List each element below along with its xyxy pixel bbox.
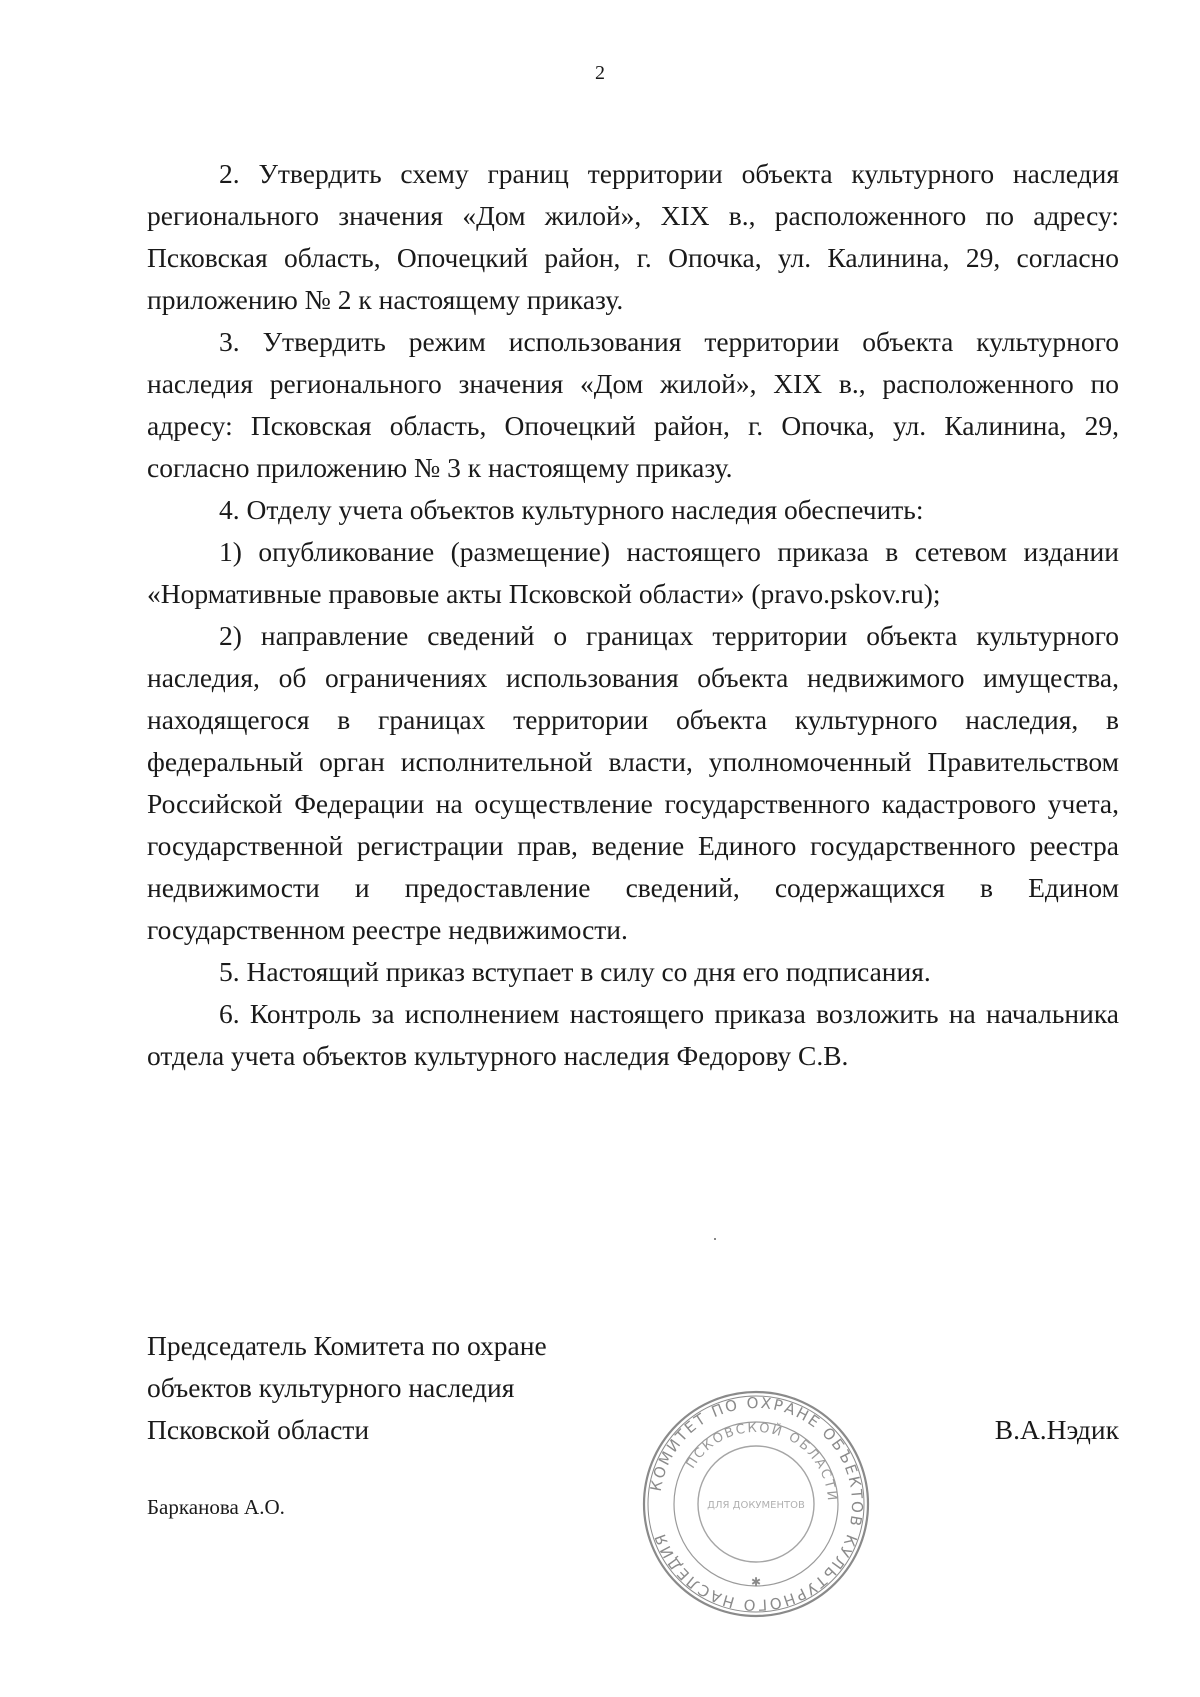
page-number: 2 — [595, 62, 605, 84]
official-seal-stamp — [640, 1388, 872, 1620]
seal-outer-text: КОМИТЕТ ПО ОХРАНЕ ОБЪЕКТОВ КУЛЬТУРНОГО НАСЛЕДИЯ — [646, 1393, 867, 1615]
paragraph-6-control: 6. Контроль за исполнением настоящего приказа возложить на начальника отдела учета объектов культурного наследия Федорову С.В. — [147, 998, 1119, 1071]
signatory-title — [147, 1325, 1119, 1451]
paragraph-5-entry-into-force: 5. Настоящий приказ вступает в силу со дня его подписания. — [219, 956, 931, 987]
paragraph-3-approve-usage-regime: 3. Утвердить режим использования территории объекта культурного наследия регионального значения «Дом жилой», XIX в., расположенного по адресу: Псковская область, Опочецкий район, г. Опочка, ул. Калинина, 29, согласно приложению № 3 к настоящему приказу. — [147, 326, 1119, 483]
signer-name: В.А.Нэдик — [994, 1414, 1119, 1445]
paragraph-4-1-publication: 1) опубликование (размещение) настоящего приказа в сетевом издании «Нормативные правовые акты Псковской области» (pravo.pskov.ru); — [147, 536, 1119, 609]
document-body — [147, 153, 1119, 1077]
paragraph-2-approve-boundary-scheme: 2. Утвердить схему границ территории объекта культурного наследия регионального значения «Дом жилой», XIX в., расположенного по адресу: Псковская область, Опочецкий район, г. Опочка, ул. Калинина, 29, согласно приложению № 2 к настоящему приказу. — [147, 158, 1119, 315]
executor-name: Барканова А.О. — [147, 1495, 285, 1519]
seal-center-text: ДЛЯ ДОКУМЕНТОВ — [707, 1500, 805, 1511]
paragraph-4-department-duties: 4. Отделу учета объектов культурного наследия обеспечить: — [219, 494, 924, 525]
paragraph-4-2-send-information: 2) направление сведений о границах территории объекта культурного наследия, об ограничениях использования объекта недвижимого имущества, находящегося в границах территории объекта культурного наследия, в федеральный орган исполнительной власти, уполномоченный Правительством Российской Федерации на осуществление государственного кадастрового учета, государственной регистрации прав, ведение Единого государственного реестра недвижимости и предоставление сведений, содержащихся в Едином государственном реестре недвижимости. — [147, 620, 1119, 945]
scan-artifact — [714, 1238, 716, 1240]
seal-star-icon: ✱ — [750, 1575, 762, 1589]
seal-inner-text: ПСКОВСКОЙ ОБЛАСТИ — [683, 1420, 840, 1504]
signatory-title-line: Псковской области — [147, 1414, 370, 1445]
signatory-title-line: Председатель Комитета по охране — [147, 1330, 547, 1361]
signatory-title-line: объектов культурного наследия — [147, 1372, 515, 1403]
